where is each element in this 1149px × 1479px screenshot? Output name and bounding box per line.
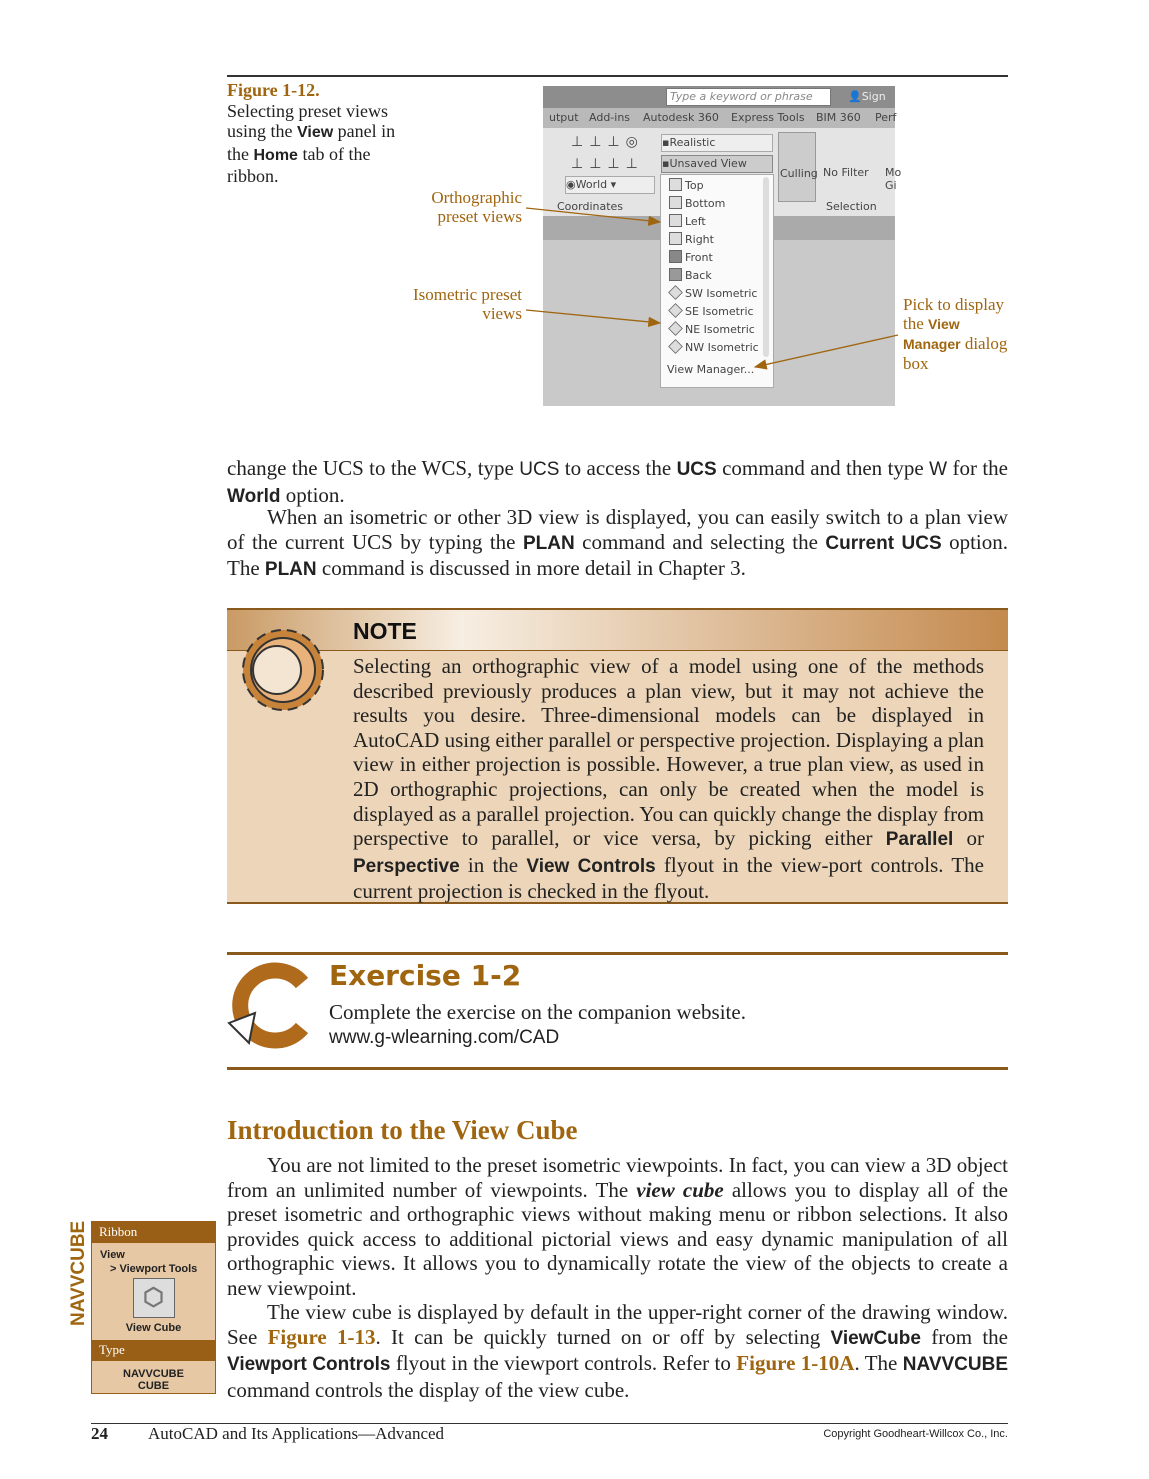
book-title: AutoCAD and Its Applications—Advanced — [148, 1424, 445, 1443]
t: NW Isometric — [685, 341, 759, 354]
t: Top — [685, 179, 704, 192]
world-dropdown[interactable]: ◉World ▾ — [565, 176, 655, 194]
paragraph — [227, 505, 1008, 583]
t: to access the — [559, 456, 677, 480]
t: or — [953, 826, 984, 851]
command-sidebar — [91, 1221, 216, 1394]
sign-in[interactable]: 👤Sign — [848, 90, 886, 103]
sidebar-vertical-label: NAVVCUBE — [68, 1220, 89, 1326]
section-heading: Introduction to the View Cube — [227, 1115, 578, 1145]
t: View — [297, 124, 334, 141]
t: SW Isometric — [685, 287, 758, 300]
exercise-box — [227, 952, 1008, 1070]
note-box — [227, 608, 1008, 904]
menu-item-top[interactable] — [669, 178, 704, 192]
t: Current UCS — [825, 532, 942, 554]
paragraph — [227, 456, 1008, 509]
tab[interactable]: Express Tools — [731, 111, 805, 124]
t: CUBE — [137, 1380, 170, 1392]
t: View Manager — [903, 316, 961, 352]
search-input[interactable]: Type a keyword or phrase — [666, 88, 831, 106]
t: flyout in the viewport controls. Refer to — [390, 1351, 737, 1376]
t: UCS — [519, 459, 560, 480]
paragraph — [227, 1300, 1008, 1402]
t: The view cube is displayed by default in the upper-right corner of the drawing window. See — [227, 1300, 1008, 1349]
t: for the — [947, 456, 1008, 480]
t: command and then type — [716, 456, 930, 480]
move-gizmo[interactable]: Mo Gi — [885, 166, 902, 192]
t: view cube — [636, 1177, 724, 1202]
t: Viewport Controls — [227, 1354, 391, 1376]
t: PLAN — [264, 559, 317, 581]
figure-number: Figure 1-12. — [227, 80, 320, 100]
t: You are not limited to the preset isometric viewpoints. In fact, you can view a 3D object from an unlimited number of viewpoints. The — [227, 1153, 1008, 1202]
t: NAVVCUBE — [123, 1368, 184, 1380]
figure-link[interactable]: Figure 1-13 — [267, 1324, 376, 1349]
t: ViewCube — [830, 1327, 921, 1349]
t: Selecting preset views using the — [227, 100, 388, 141]
label-pick — [903, 295, 1013, 373]
t: W — [929, 459, 948, 480]
t: from the — [920, 1324, 1009, 1349]
t: NE Isometric — [685, 323, 755, 336]
tab[interactable]: Perf — [875, 111, 897, 124]
panel-coordinates: Coordinates — [557, 200, 624, 213]
view-cube-icon[interactable]: ⬡ — [133, 1278, 175, 1318]
t: SE Isometric — [685, 305, 754, 318]
t: Pick to display the — [903, 295, 1005, 333]
t: flyout in the view-port controls. The current projection is checked in the flyout. — [353, 852, 985, 904]
t: Bottom — [685, 197, 726, 210]
t: command is discussed in more detail in Chapter 3. — [316, 556, 746, 581]
t: option. The — [227, 529, 1008, 581]
t: Right — [685, 233, 714, 246]
t: UCS — [676, 459, 717, 480]
view-dropdown[interactable]: ▪Unsaved View — [661, 155, 773, 173]
label-orthographic: Orthographic preset views — [431, 188, 522, 226]
t: Parallel — [885, 829, 954, 851]
menu-item-view-manager[interactable]: View Manager... — [667, 363, 755, 376]
exercise-text: Complete the exercise on the companion website. — [329, 1000, 746, 1024]
copyright: Copyright Goodheart-Willcox Co., Inc. — [823, 1428, 1008, 1440]
t: allows you to display all of the preset isometric and orthographic views without making menu or ribbon selections. It also provides quick access to additional pictorial views and easy dynamic manipulation of all orthographic views. It allows you to dynamically rotate the view of the objects to create a new viewpoint. — [227, 1177, 1008, 1300]
note-text — [353, 654, 984, 904]
t: in the — [459, 852, 527, 877]
label-isometric: Isometric preset views — [412, 285, 522, 323]
note-title: NOTE — [353, 618, 417, 644]
t: command controls the display of the view cube. — [227, 1377, 630, 1402]
exercise-link[interactable]: www.g-wlearning.com/CAD — [329, 1027, 560, 1048]
tab[interactable]: BIM 360 — [816, 111, 861, 124]
t: . It can be quickly turned on or off by selecting — [375, 1324, 831, 1349]
no-filter-button[interactable]: No Filter — [823, 166, 869, 179]
gear-icon — [235, 618, 330, 723]
t: option. — [280, 482, 345, 507]
t: NAVVCUBE — [902, 1354, 1008, 1376]
ribbon-header: Ribbon — [92, 1222, 215, 1243]
figure-link[interactable]: Figure 1-10A — [736, 1351, 855, 1376]
callout-arrows — [520, 195, 910, 375]
visual-style-dropdown[interactable]: ▪Realistic — [661, 134, 773, 152]
culling-button[interactable] — [778, 132, 816, 202]
tab[interactable]: utput — [549, 111, 579, 124]
t: > Viewport Tools — [110, 1263, 198, 1275]
t: panel in the — [227, 121, 396, 164]
t: PLAN — [522, 532, 575, 554]
page-number: 24 — [91, 1424, 108, 1443]
t: Culling — [780, 167, 818, 180]
t: World — [575, 178, 608, 191]
t: Sign — [861, 90, 886, 103]
caption-text — [227, 101, 417, 187]
top-rule — [227, 75, 1008, 77]
t: World — [227, 485, 281, 507]
t: . The — [854, 1351, 903, 1376]
t: When an isometric or other 3D view is displayed, you can easily switch to a plan view of the current UCS by typing the — [227, 505, 1008, 554]
t: View — [100, 1249, 125, 1261]
t: change the UCS to the WCS, type — [227, 456, 520, 480]
t: View Controls — [526, 855, 656, 877]
exercise-logo-icon — [227, 963, 317, 1048]
t: tab of the ribbon. — [227, 143, 371, 186]
ucs-icons[interactable]: ⊥⊥⊥⊥ — [571, 156, 644, 172]
type-header: Type — [92, 1340, 215, 1361]
tab[interactable]: Autodesk 360 — [643, 111, 719, 124]
t: Unsaved View — [669, 157, 747, 170]
t: Selecting an orthographic view of a model using one of the methods described previously produces a plan view, but it may not achieve the results you desire. Three-dimensional models can be displayed in AutoCAD using either parallel or perspective projection. Displaying a plan view in either projection is possible. However, a true plan view, as used in 2D orthographic projections, can only be created when the model is displayed as a parallel projection. You can quickly change the display from perspective to parallel, or vice versa, by picking either — [353, 654, 984, 851]
panel-selection: Selection — [826, 200, 877, 213]
t: Realistic — [669, 136, 716, 149]
figure-caption — [227, 80, 417, 187]
t: Left — [685, 215, 706, 228]
ucs-icons[interactable]: ⊥⊥⊥◎ — [571, 134, 644, 150]
t: View Cube — [125, 1322, 182, 1334]
t: Home — [253, 146, 298, 164]
exercise-title: Exercise 1-2 — [329, 959, 522, 992]
paragraph — [227, 1153, 1008, 1301]
t: command and selecting the — [574, 529, 826, 554]
t: Perspective — [353, 855, 460, 877]
t: dialog box — [903, 334, 1008, 373]
tab[interactable]: Add-ins — [589, 111, 631, 124]
t: Back — [685, 269, 712, 282]
t: Front — [685, 251, 713, 264]
